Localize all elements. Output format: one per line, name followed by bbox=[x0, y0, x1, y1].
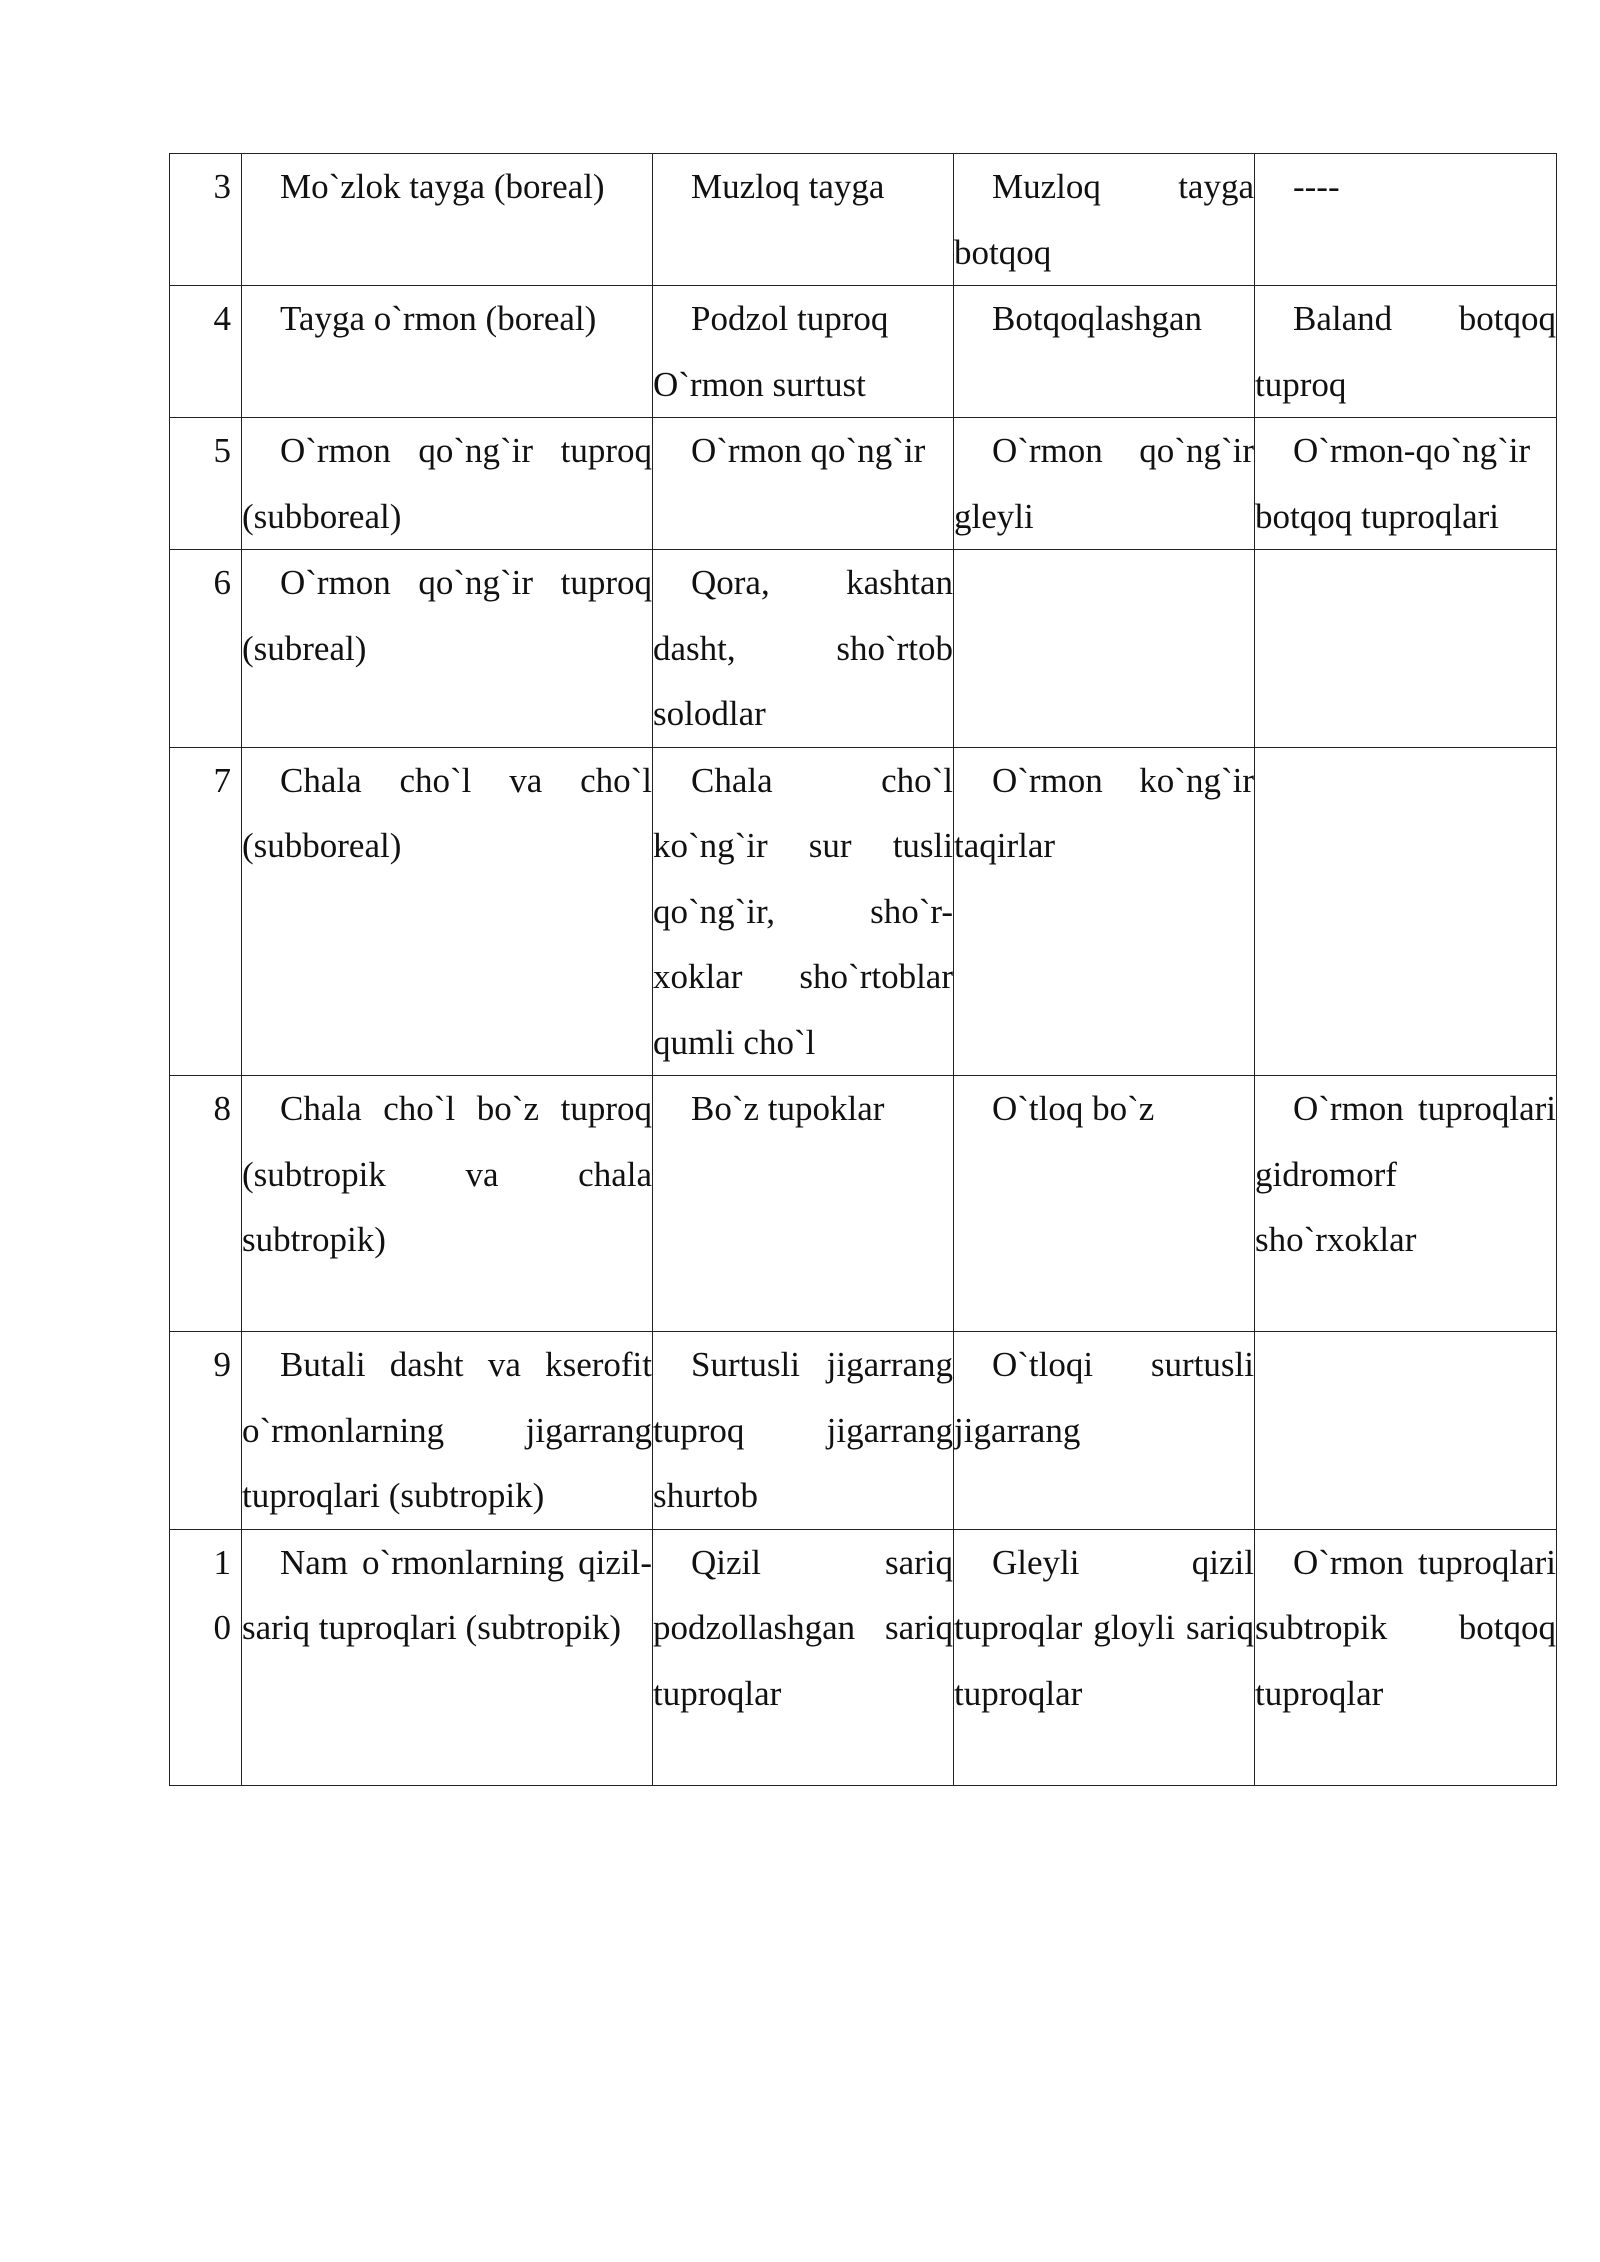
table-cell bbox=[242, 154, 653, 286]
cell-text: O`tloqi surtusli jigarrang bbox=[954, 1345, 1254, 1450]
row-number-cell bbox=[170, 1076, 242, 1332]
cell-text: Botqoqlashgan bbox=[992, 299, 1202, 338]
cell-text: O`rmon-qo`ng`ir botqoq tuproqlari bbox=[1255, 431, 1531, 536]
row-number: 8 bbox=[213, 1089, 231, 1128]
row-number: 4 bbox=[213, 299, 231, 338]
row-number-cell bbox=[170, 418, 242, 550]
table-cell bbox=[653, 1529, 954, 1785]
table-row bbox=[170, 1529, 1557, 1785]
table-row bbox=[170, 418, 1557, 550]
table-row bbox=[170, 550, 1557, 748]
table-cell bbox=[242, 1529, 653, 1785]
table-cell bbox=[954, 550, 1255, 748]
cell-text: Qora, kashtan dasht, sho`rtob solodlar bbox=[653, 563, 953, 733]
cell-text: Podzol tuproq O`rmon surtust bbox=[653, 299, 889, 404]
table-cell bbox=[242, 1076, 653, 1332]
row-number: 9 bbox=[213, 1345, 231, 1384]
row-number: 6 bbox=[213, 563, 231, 602]
cell-text: Gleyli qizil tuproqlar gloyli sariq tuproqlar bbox=[954, 1542, 1254, 1713]
cell-text: O`rmon tuproqlari gidromorf sho`rxoklar bbox=[1255, 1089, 1556, 1259]
table-cell bbox=[954, 1529, 1255, 1785]
table-cell bbox=[242, 418, 653, 550]
cell-text: Surtusli jigarrang tuproq jigarrang shurtob bbox=[653, 1345, 953, 1515]
cell-text: ---- bbox=[1293, 167, 1340, 206]
cell-text: Tayga o`rmon (boreal) bbox=[280, 299, 597, 338]
table-cell bbox=[954, 418, 1255, 550]
row-number-cell bbox=[170, 286, 242, 418]
cell-text: O`tloq bo`z bbox=[992, 1089, 1155, 1128]
table-cell bbox=[1255, 418, 1557, 550]
soil-zones-table bbox=[169, 153, 1557, 1786]
table-cell bbox=[954, 1332, 1255, 1530]
cell-text: Muzloq tayga botqoq bbox=[954, 167, 1254, 272]
table-cell bbox=[1255, 1076, 1557, 1332]
cell-text: O`rmon qo`ng`ir gleyli bbox=[954, 431, 1254, 536]
table-row bbox=[170, 154, 1557, 286]
row-number-cell bbox=[170, 154, 242, 286]
row-number: 7 bbox=[213, 760, 231, 800]
table-cell bbox=[653, 747, 954, 1076]
cell-text: Butali dasht va kserofit o`rmonlarning jigarrang tuproqlari (subtropik) bbox=[242, 1345, 652, 1515]
table-row bbox=[170, 1076, 1557, 1332]
table-cell bbox=[242, 1332, 653, 1530]
table-cell bbox=[1255, 286, 1557, 418]
cell-text: O`rmon qo`ng`ir bbox=[691, 431, 926, 470]
table-cell bbox=[242, 286, 653, 418]
row-number-cell bbox=[170, 1332, 242, 1530]
table-row bbox=[170, 747, 1557, 1076]
table-body bbox=[170, 154, 1557, 1786]
table-row bbox=[170, 1332, 1557, 1530]
row-number-cell bbox=[170, 550, 242, 748]
cell-text: Mo`zlok tayga (boreal) bbox=[280, 167, 605, 206]
cell-text: Chala cho`l ko`ng`ir sur tusli qo`ng`ir, sho`r-xoklar sho`rtoblar qumli cho`l bbox=[653, 760, 953, 1062]
table-cell bbox=[653, 286, 954, 418]
table-cell bbox=[954, 286, 1255, 418]
table-cell bbox=[954, 1076, 1255, 1332]
table-cell bbox=[1255, 1529, 1557, 1785]
table-cell bbox=[242, 747, 653, 1076]
cell-text: Baland botqoq tuproq bbox=[1255, 299, 1556, 404]
table-cell bbox=[954, 747, 1255, 1076]
row-number: 5 bbox=[213, 431, 231, 470]
cell-text: O`rmon qo`ng`ir tuproq (subboreal) bbox=[242, 431, 652, 536]
row-number: 1 0 bbox=[213, 1542, 231, 1647]
table-cell bbox=[653, 418, 954, 550]
cell-text: O`rmon tuproqlari subtropik botqoq tuproqlar bbox=[1255, 1542, 1556, 1713]
table-cell bbox=[653, 550, 954, 748]
table-cell bbox=[653, 1332, 954, 1530]
row-number: 3 bbox=[213, 167, 231, 206]
table-cell bbox=[653, 154, 954, 286]
table-cell bbox=[1255, 747, 1557, 1076]
cell-text: O`rmon ko`ng`ir taqirlar bbox=[954, 760, 1254, 865]
table-cell bbox=[954, 154, 1255, 286]
cell-text: Chala cho`l bo`z tuproq (subtropik va chala subtropik) bbox=[242, 1089, 652, 1259]
table-cell bbox=[1255, 1332, 1557, 1530]
table-row bbox=[170, 286, 1557, 418]
cell-text: Qizil sariq podzollashgan sariq tuproqlar bbox=[653, 1542, 953, 1713]
cell-text: Muzloq tayga bbox=[691, 167, 885, 206]
row-number-cell bbox=[170, 1529, 242, 1785]
table-cell bbox=[1255, 154, 1557, 286]
cell-text: Nam o`rmonlarning qizil-sariq tuproqlari (subtropik) bbox=[242, 1542, 652, 1647]
table-cell bbox=[653, 1076, 954, 1332]
cell-text: Chala cho`l va cho`l (subboreal) bbox=[242, 760, 652, 865]
table-cell bbox=[242, 550, 653, 748]
cell-text: O`rmon qo`ng`ir tuproq (subreal) bbox=[242, 563, 652, 668]
cell-text: Bo`z tupoklar bbox=[691, 1089, 885, 1128]
row-number-cell bbox=[170, 747, 242, 1076]
table-cell bbox=[1255, 550, 1557, 748]
